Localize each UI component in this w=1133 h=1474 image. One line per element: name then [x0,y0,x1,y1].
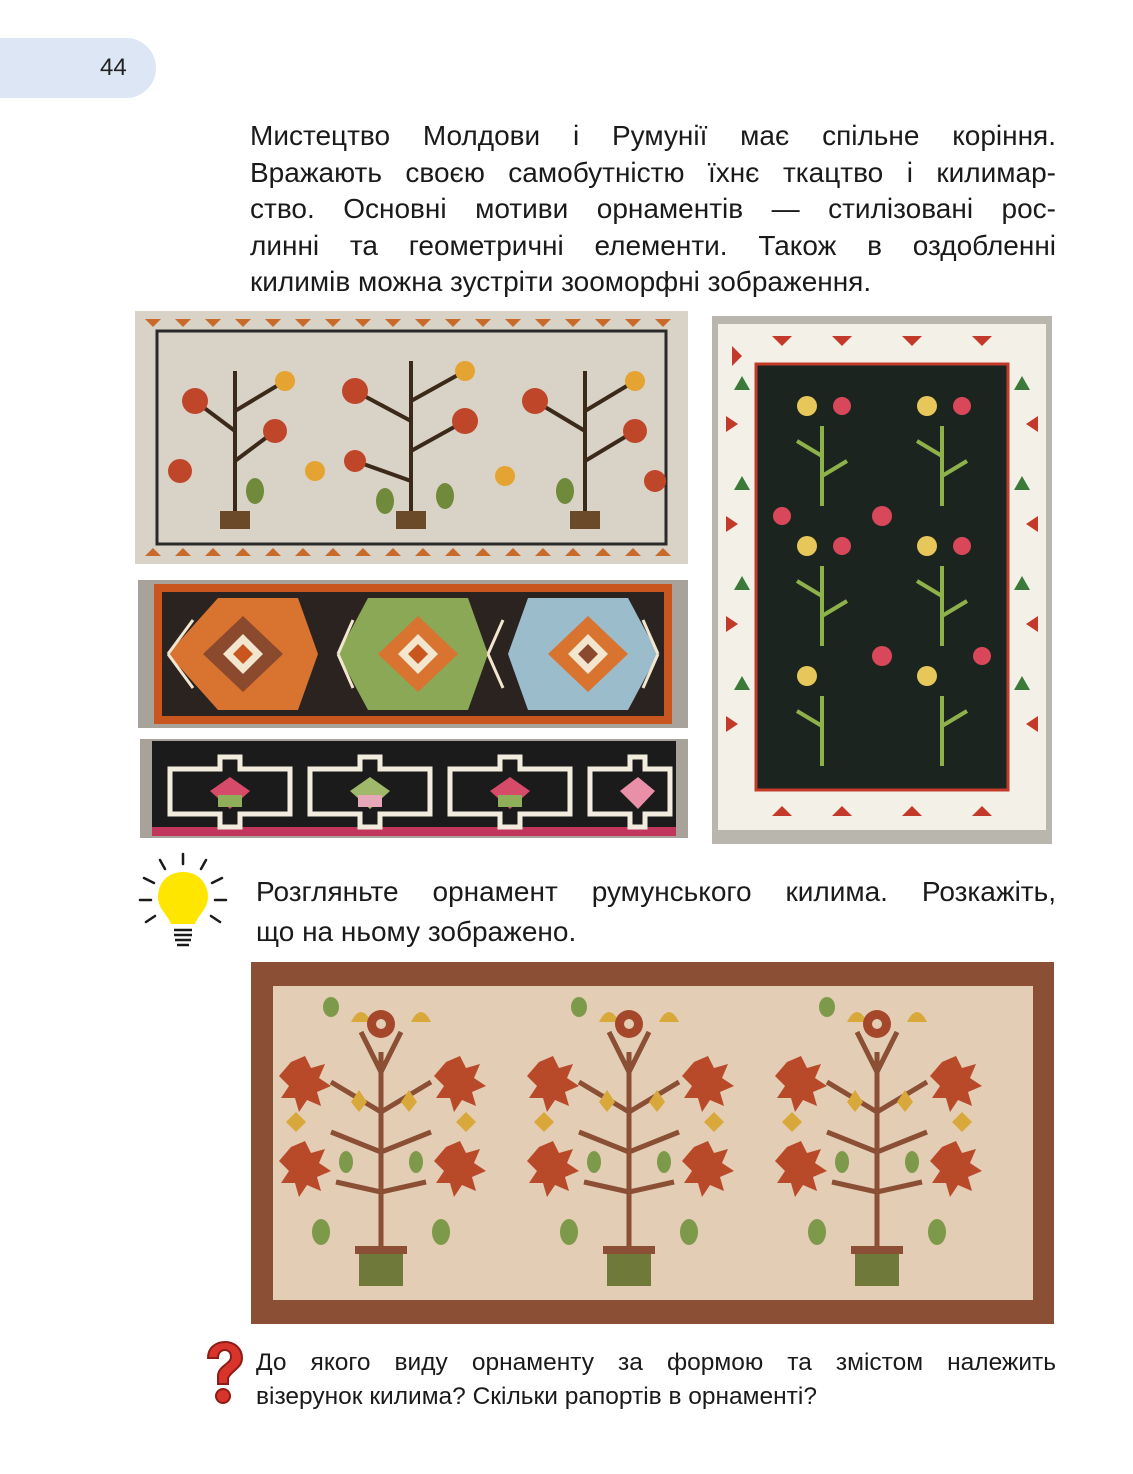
intro-paragraph [250,118,1056,301]
question-line: візерунок килима? Скільки рапортів в орнаменті? [256,1383,817,1410]
question-line: До якого виду орнаменту за формою та змістом належить [256,1349,1056,1376]
intro-line: линні та геометричні елементи. Також в оздобленні [250,229,1056,261]
lightbulb-icon [138,852,228,952]
carpet-photo-black-band [140,739,688,838]
carpet-photo-dark-floral [712,316,1052,844]
intro-line: ство. Основні мотиви орнаментів — стилізовані рос- [250,193,1056,224]
task-text [256,872,1056,952]
intro-line: килимів можна зустріти зооморфні зображення. [250,266,872,297]
intro-line: Вражають своєю самобутністю їхнє ткацтво і килимар- [250,156,1056,188]
task-line: Розгляньте орнамент румунського килима. Розкажіть, [256,876,1056,907]
question-text [256,1346,1056,1414]
carpet-photo-geometric [138,580,688,728]
page-number: 44 [100,54,127,81]
romanian-carpet-illustration [251,962,1054,1324]
question-mark-icon [200,1340,246,1406]
intro-line: Мистецтво Молдови і Румунії має спільне коріння. [250,120,1056,151]
page-number-tab [0,38,156,98]
task-line: що на ньому зображено. [256,916,577,947]
carpet-photo-beige-trees [135,311,688,564]
